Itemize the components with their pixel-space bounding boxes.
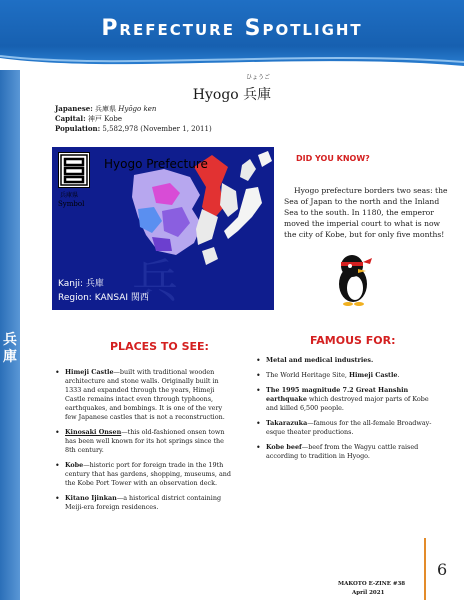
list-item: • Metal and medical industries.	[256, 356, 440, 365]
prefecture-symbol-icon	[58, 152, 90, 188]
list-item: • Kobe—historic port for foreign trade in the 19th century that has gardens, shopping, museums, and the Kobe Port Tower with an observation deck.	[55, 461, 233, 488]
prefecture-name: Hyogo 兵庫	[192, 87, 272, 103]
list-item: • Kitano Ijinkan—a historical district containing Meiji-era foreign residences.	[55, 494, 233, 512]
symbol-caption: Symbol	[58, 200, 85, 208]
list-item: • The 1995 magnitude 7.2 Great Hanshin earthquake which destroyed major parts of Kobe and killed 6,500 people.	[256, 386, 440, 413]
footer-divider	[424, 538, 426, 600]
fact-japanese: Japanese: 兵庫県 Hyōgo ken	[55, 104, 157, 113]
header-title: Prefecture Spotlight	[101, 16, 363, 41]
did-you-know-title: DID YOU KNOW?	[296, 154, 370, 163]
page-number: 6	[437, 560, 448, 579]
sidebar-kanji: 兵庫	[3, 332, 17, 365]
places-title: PLACES TO SEE:	[110, 340, 209, 353]
footer-publication: MAKOTO E-ZINE #38	[338, 581, 406, 587]
places-list	[55, 368, 233, 518]
list-item: • Kobe beef—beef from the Wagyu cattle raised according to tradition in Hyogo.	[256, 443, 440, 461]
map-kanji: Kanji: 兵庫	[58, 279, 104, 289]
prefecture-facts	[55, 104, 212, 134]
map-region: Region: KANSAI 関西	[58, 293, 149, 303]
did-you-know-body: Hyogo prefecture borders two seas: the Sea of Japan to the north and the Inland Sea to the south. In 1180, the emperor moved the imperial court to what is now the city of Kobe, but for only five months!	[284, 186, 448, 239]
fact-population: Population: 5,582,978 (November 1, 2011)	[55, 124, 212, 133]
symbol-label: 兵庫県	[60, 192, 79, 199]
map-title: Hyogo Prefecture	[104, 157, 208, 171]
famous-list	[256, 356, 440, 467]
fact-capital: Capital: 神戸 Kobe	[55, 114, 123, 123]
list-item: • The World Heritage Site, Himeji Castle.	[256, 371, 440, 380]
list-item: • Kinosaki Onsen—this old-fashioned onsen town has been well known for its hot springs since the 8th century.	[55, 428, 233, 455]
svg-text:兵: 兵	[132, 254, 178, 308]
famous-title: FAMOUS FOR:	[310, 334, 396, 347]
header-wave	[0, 52, 464, 74]
list-item: • Himeji Castle—built with traditional wooden architecture and stone walls. Originally built in 1333 and expanded through the years, Himeji Castle remains intact even through typhoons, earthquakes, and bombings. It is one of the very few Japanese castles that is not a reconstruction.	[55, 368, 233, 422]
name-furigana: ひょうご	[246, 74, 271, 81]
penguin-mascot-icon	[328, 250, 378, 306]
header-banner	[0, 0, 464, 66]
list-item: • Takarazuka—famous for the all-female Broadway-esque theater productions.	[256, 419, 440, 437]
footer-date: April 2021	[352, 590, 385, 596]
